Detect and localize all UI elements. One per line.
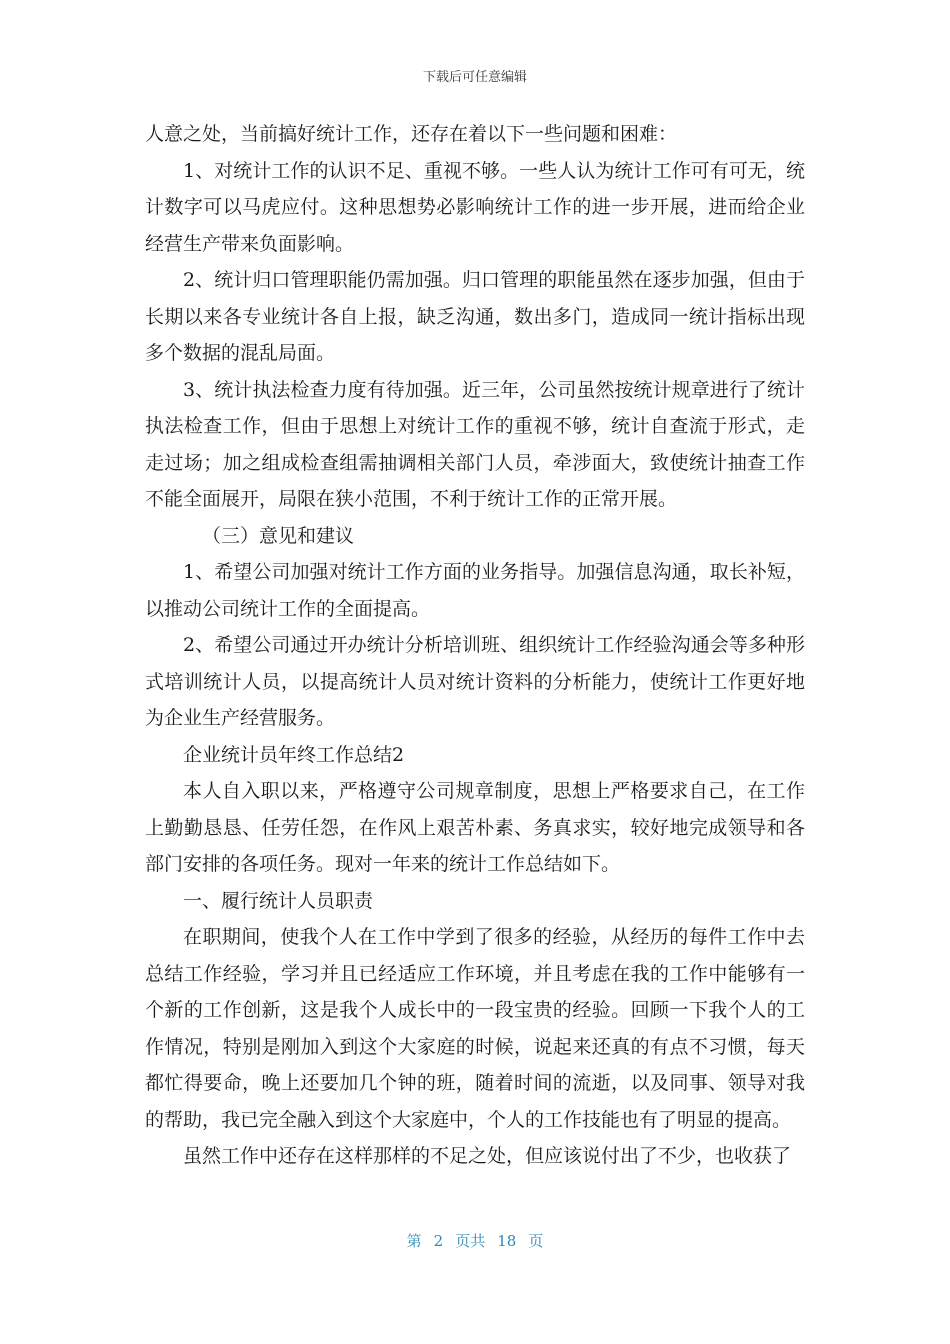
page-header: 下载后可任意编辑: [422, 70, 527, 85]
document-body: [145, 116, 805, 1175]
section-heading-suggestions: （三）意见和建议: [202, 524, 355, 547]
section-heading-duties: 一、履行统计人员职责: [183, 889, 374, 912]
paragraph-experience: 在职期间，使我个人在工作中学到了很多的经验，从经历的每件工作中去总结工作经验，学习并且已经适应工作环境，并且考虑在我的工作中能够有一个新的工作创新，这是我个人成长中的一段宝贵的经验。回顾一下我个人的工作情况，特别是刚加入到这个大家庭的时候，说起来还真的有点不习惯，每天都忙得要命，晚上还要加几个钟的班，随着时间的流逝，以及同事、领导对我的帮助，我已完全融入到这个大家庭中，个人的工作技能也有了明显的提高。: [145, 926, 805, 1131]
footer-label-page: 第: [406, 1232, 422, 1250]
footer-label-of: 页共: [455, 1232, 486, 1250]
paragraph-continuation: 人意之处，当前搞好统计工作，还存在着以下一些问题和困难：: [145, 123, 678, 145]
footer-page-number: 2: [433, 1232, 444, 1250]
paragraph-intro: 本人自入职以来，严格遵守公司规章制度，思想上严格要求自己，在工作上勤勤恳恳、任劳任怨，在作风上艰苦朴素、务真求实，较好地完成领导和各部门安排的各项任务。现对一年来的统计工作总结如下。: [145, 780, 805, 875]
paragraph-issue-3: 3、统计执法检查力度有待加强。近三年，公司虽然按统计规章进行了统计执法检查工作，但由于思想上对统计工作的重视不够，统计自查流于形式，走走过场；加之组成检查组需抽调相关部门人员，牵涉面大，致使统计抽查工作不能全面展开，局限在狭小范围，不利于统计工作的正常开展。: [145, 378, 805, 510]
paragraph-suggestion-2: 2、希望公司通过开办统计分析培训班、组织统计工作经验沟通会等多种形式培训统计人员，以提高统计人员对统计资料的分析能力，使统计工作更好地为企业生产经营服务。: [145, 634, 805, 729]
page-footer: [0, 1230, 950, 1251]
paragraph-shortcomings: 虽然工作中还存在这样那样的不足之处，但应该说付出了不少，也收获了: [183, 1145, 792, 1167]
paragraph-issue-1: 1、对统计工作的认识不足、重视不够。一些人认为统计工作可有可无，统计数字可以马虎应付。这种思想势必影响统计工作的进一步开展，进而给企业经营生产带来负面影响。: [145, 159, 805, 255]
paragraph-issue-2: 2、统计归口管理职能仍需加强。归口管理的职能虽然在逐步加强，但由于长期以来各专业统计各自上报，缺乏沟通，数出多门，造成同一统计指标出现多个数据的混乱局面。: [145, 269, 805, 364]
paragraph-suggestion-1: 1、希望公司加强对统计工作方面的业务指导。加强信息沟通，取长补短，以推动公司统计工作的全面提高。: [145, 561, 805, 620]
footer-label-end: 页: [528, 1232, 544, 1250]
document-subtitle: 企业统计员年终工作总结2: [183, 743, 405, 766]
footer-total-pages: 18: [497, 1232, 517, 1250]
